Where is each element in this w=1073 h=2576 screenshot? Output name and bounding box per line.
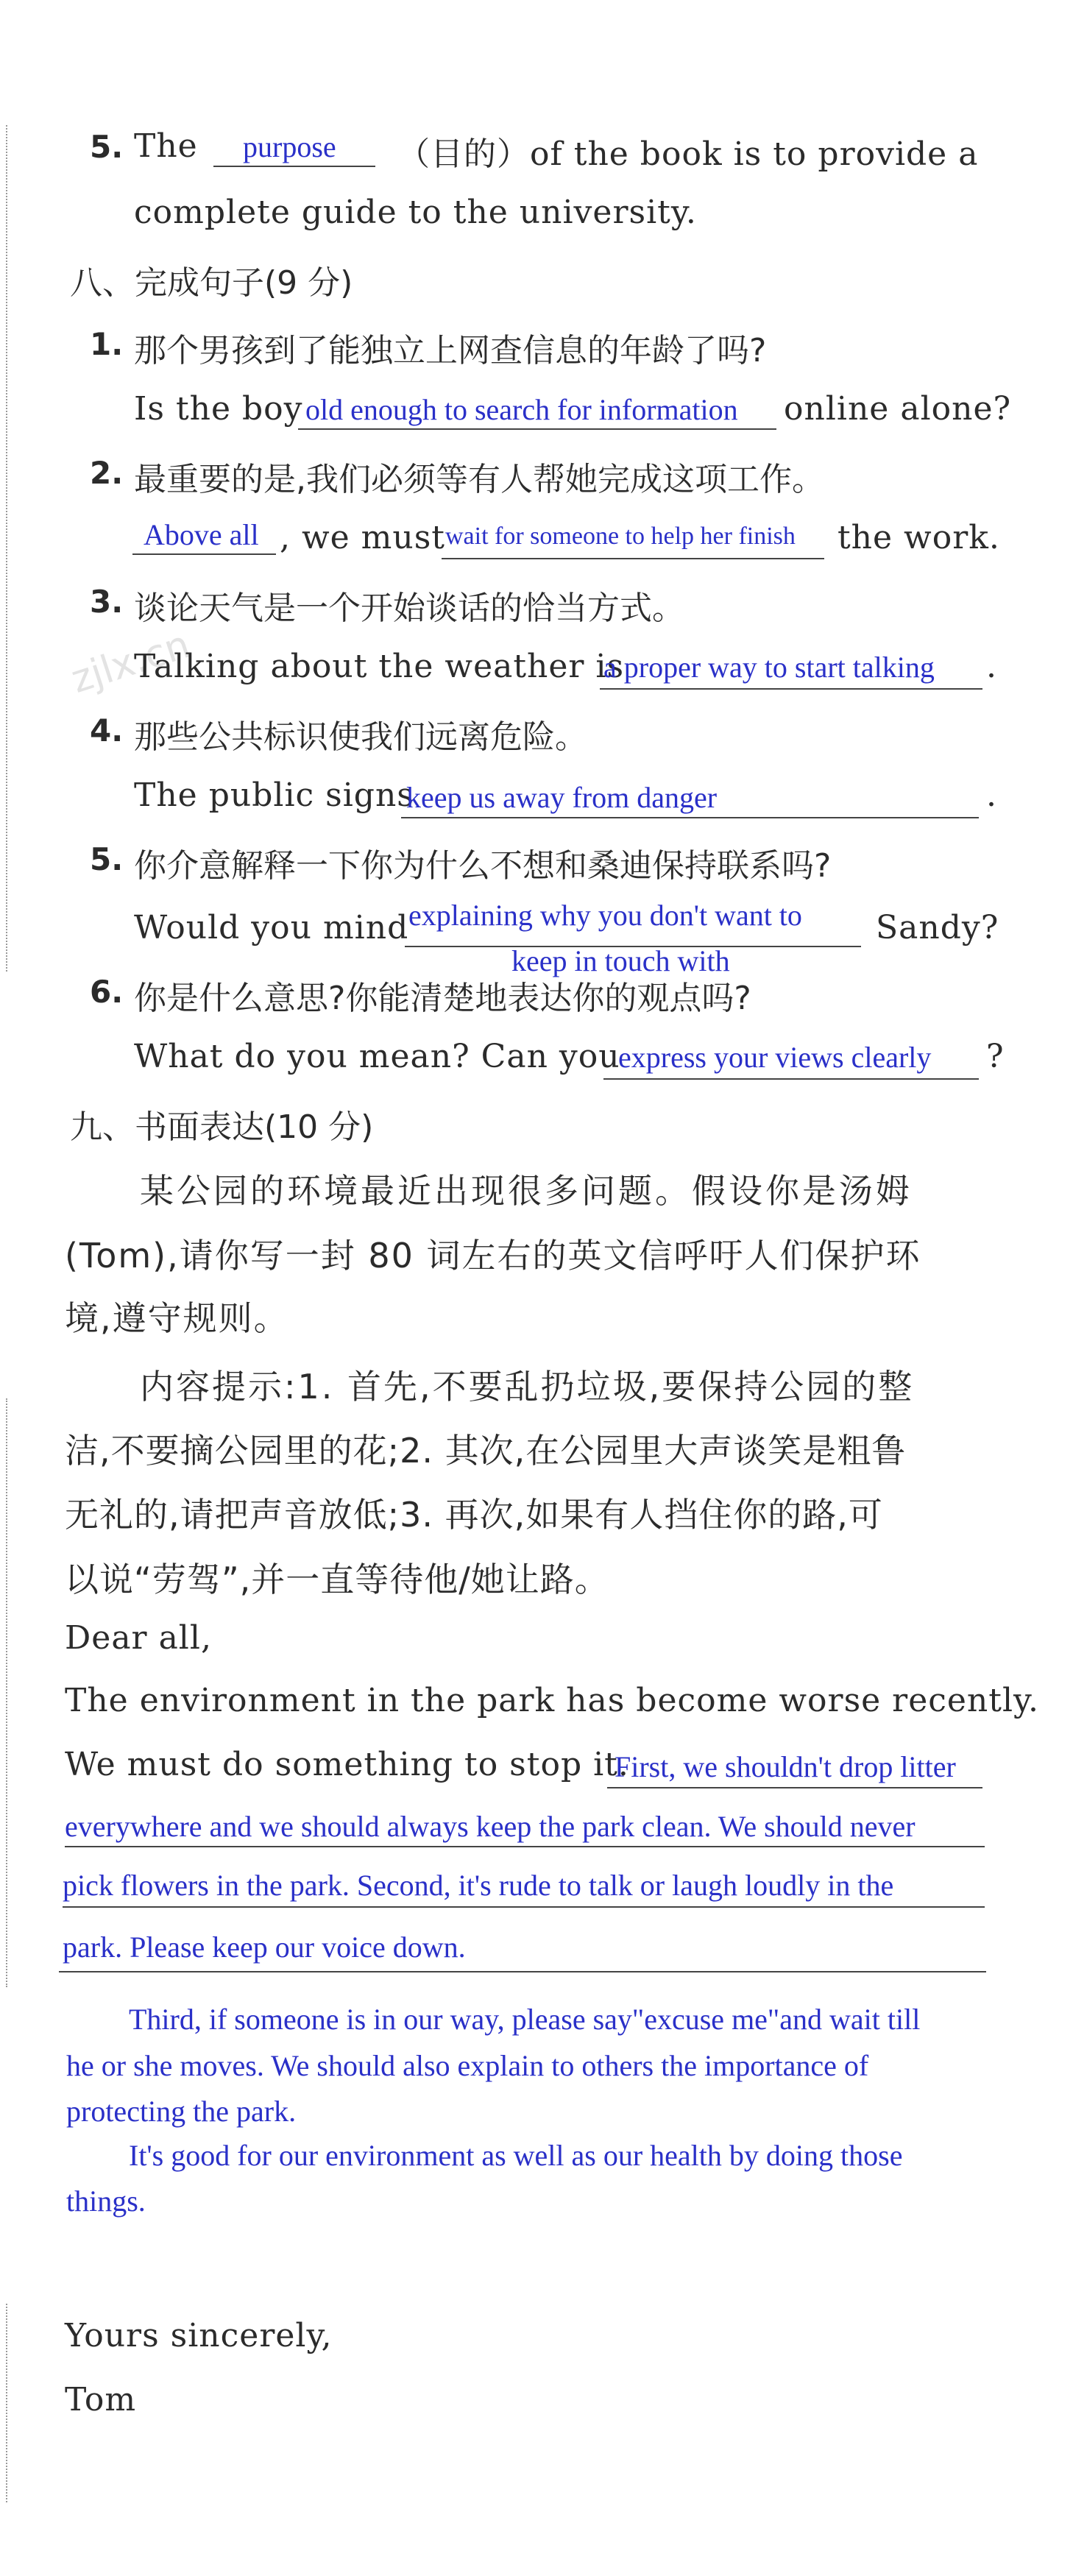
margin-rule-middle (6, 1398, 7, 1987)
s8-q1-blank-line (298, 428, 776, 430)
s8-q1-answer: old enough to search for information (305, 393, 738, 426)
s8-q5-answer-line2: keep in touch with (511, 944, 730, 977)
s8-q5-answer-line1: explaining why you don't want to (408, 899, 802, 932)
s9-hint-line-2: 洁,不要摘公园里的花;2. 其次,在公园里大声谈笑是粗鲁 (65, 1431, 907, 1471)
letter-rule-1 (607, 1787, 982, 1788)
section9-title: 九、书面表达(10 分) (70, 1108, 374, 1146)
s9-hint-line-4: 以说“劳驾”,并一直等待他/她让路。 (65, 1560, 609, 1599)
s8-q3-chinese: 谈论天气是一个开始谈话的恰当方式。 (134, 590, 684, 627)
s8-q6-blank-line (603, 1078, 979, 1080)
s8-q2-answer-2: wait for someone to help her finish (445, 523, 796, 550)
s8-q4-answer: keep us away from danger (406, 781, 718, 814)
s9-prompt-line-2: (Tom),请你写一封 80 词左右的英文信呼吁人们保护环 (65, 1236, 921, 1275)
s8-q3-blank-line (600, 688, 982, 690)
s8-q4-chinese: 那些公共标识使我们远离危险。 (134, 718, 587, 756)
s8-q5-post: Sandy? (876, 909, 999, 946)
s8-q4-pre: The public signs (134, 776, 414, 814)
s8-q6-chinese: 你是什么意思?你能清楚地表达你的观点吗? (134, 980, 751, 1017)
s9-prompt-line-1: 某公园的环境最近出现很多问题。假设你是汤姆 (140, 1171, 913, 1211)
letter-extra-line-2: he or she moves. We should also explain to others the importance of (66, 2049, 869, 2082)
s8-q2-blank-line-2 (442, 558, 824, 559)
letter-answer-line-4: park. Please keep our voice down. (63, 1931, 466, 1964)
letter-rule-3 (63, 1906, 985, 1908)
letter-printed-line-2: We must do something to stop it. (65, 1746, 629, 1783)
letter-answer-line-1: First, we shouldn't drop litter (615, 1750, 956, 1783)
s8-q2-answer-1: Above all (144, 518, 259, 551)
s9-hint-line-1: 内容提示:1. 首先,不要乱扔垃圾,要保持公园的整 (140, 1367, 915, 1406)
letter-rule-4 (59, 1971, 986, 1972)
s8-q3-number: 3. (90, 584, 124, 620)
letter-closing: Yours sincerely, (65, 2317, 333, 2354)
s8-q4-blank-line (401, 817, 979, 818)
q5-answer: purpose (243, 130, 336, 163)
s8-q2-blank-line-1 (132, 553, 276, 555)
s9-hint-line-3: 无礼的,请把声音放低;3. 再次,如果有人挡住你的路,可 (65, 1495, 883, 1535)
s8-q6-post: ? (986, 1038, 1005, 1075)
letter-extra-line-4: It's good for our environment as well as our health by doing those (129, 2139, 903, 2172)
q5-number: 5. (90, 129, 124, 165)
margin-rule-bottom (6, 2304, 7, 2502)
s8-q3-post: . (986, 648, 997, 685)
s8-q3-answer: a proper way to start talking (603, 651, 935, 684)
s8-q3-pre: Talking about the weather is (134, 648, 625, 685)
s8-q6-answer: express your views clearly (618, 1041, 932, 1074)
s8-q1-post: online alone? (784, 390, 1012, 428)
watermark: zjlx.cn (65, 622, 196, 703)
q5-post-text: （目的）of the book is to provide a (397, 135, 979, 173)
s8-q1-number: 1. (90, 326, 124, 362)
letter-signature: Tom (65, 2381, 137, 2418)
s8-q1-pre: Is the boy (134, 390, 303, 428)
section8-title: 八、完成句子(9 分) (70, 264, 353, 302)
s8-q2-mid: , we must (280, 519, 445, 556)
q5-post-text-2: complete guide to the university. (134, 194, 697, 231)
s8-q4-post: . (986, 776, 997, 814)
s8-q5-pre: Would you mind (134, 909, 409, 946)
s8-q5-number: 5. (90, 841, 124, 877)
s8-q5-chinese: 你介意解释一下你为什么不想和桑迪保持联系吗? (134, 847, 832, 885)
s8-q2-post: the work. (837, 519, 1000, 556)
s8-q6-pre: What do you mean? Can you (134, 1038, 620, 1075)
s8-q2-chinese: 最重要的是,我们必须等有人帮她完成这项工作。 (134, 461, 824, 498)
q5-pre-text: The (134, 127, 198, 165)
s9-prompt-line-3: 境,遵守规则。 (65, 1298, 289, 1338)
s8-q1-chinese: 那个男孩到了能独立上网查信息的年龄了吗? (134, 332, 767, 369)
s8-q2-number: 2. (90, 455, 124, 491)
letter-printed-line-1: The environment in the park has become worse recently. (65, 1682, 1040, 1719)
q5-blank-line (213, 166, 375, 167)
margin-rule-top (6, 125, 7, 972)
letter-extra-line-1: Third, if someone is in our way, please say"excuse me"and wait till (129, 2003, 921, 2036)
letter-salutation: Dear all, (65, 1619, 212, 1657)
s8-q6-number: 6. (90, 974, 124, 1010)
letter-extra-line-5: things. (66, 2184, 146, 2218)
letter-rule-2 (65, 1846, 985, 1847)
letter-answer-line-3: pick flowers in the park. Second, it's rude to talk or laugh loudly in the (63, 1869, 894, 1902)
s8-q4-number: 4. (90, 712, 124, 749)
letter-answer-line-2: everywhere and we should always keep the park clean. We should never (65, 1810, 916, 1843)
letter-extra-line-3: protecting the park. (66, 2095, 297, 2128)
